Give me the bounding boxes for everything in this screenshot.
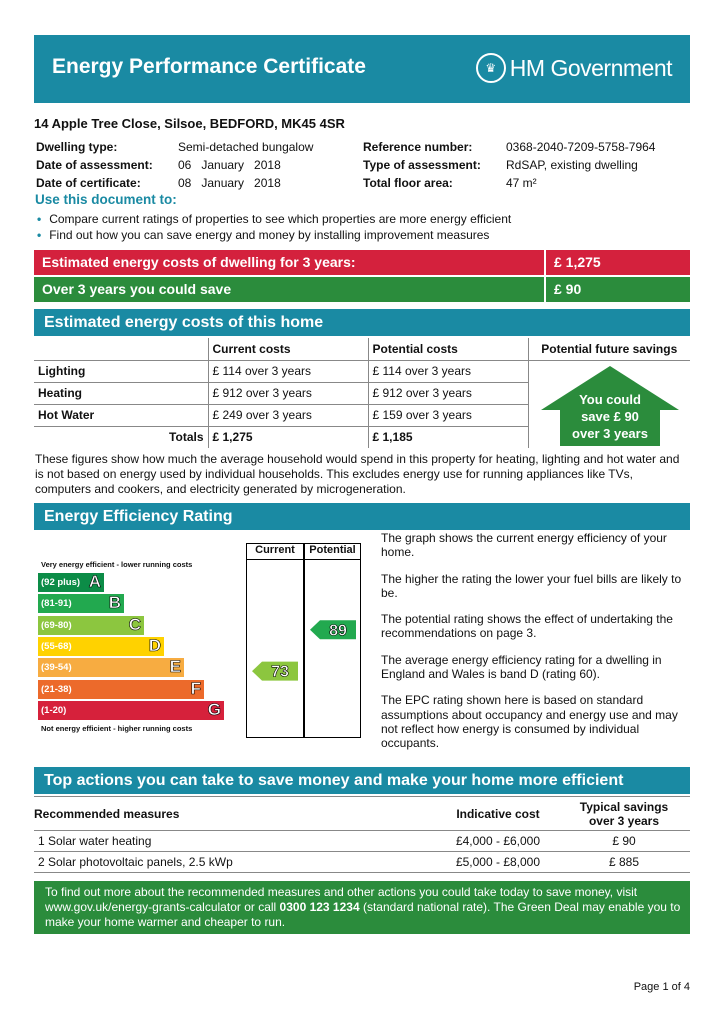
band-range: (39-54) xyxy=(41,662,72,674)
band-range: (1-20) xyxy=(41,704,67,716)
current-rating-value: 73 xyxy=(271,663,289,681)
details-left xyxy=(36,138,313,192)
bottom-caption: Not energy efficient - higher running costs xyxy=(41,724,193,733)
use-document-heading: Use this document to: xyxy=(35,192,177,207)
estimated-cost-bar: Estimated energy costs of dwelling for 3 years: £ 1,275 xyxy=(34,250,690,275)
details-right xyxy=(363,138,655,192)
band-range: (81-91) xyxy=(41,598,72,610)
band-letter: G xyxy=(207,699,221,719)
explanation-paragraph: The graph shows the current energy efficiency of your home. xyxy=(381,531,667,560)
band-letter: C xyxy=(128,614,141,634)
efficiency-section-title: Energy Efficiency Rating xyxy=(34,503,690,530)
hm-government-logo xyxy=(476,53,672,83)
property-address: 14 Apple Tree Close, Silsoe, BEDFORD, MK45 4SR xyxy=(34,116,345,131)
savings-arrow-badge xyxy=(541,366,679,446)
table-row: 1 Solar water heating £4,000 - £6,000 £ 90 xyxy=(34,831,690,852)
royal-crest-icon: ♛ xyxy=(476,53,506,83)
phone-number: 0300 123 1234 xyxy=(279,900,360,914)
reference-row: Reference number: 0368-2040-7209-5758-7964 xyxy=(363,140,656,154)
band-range: (92 plus) xyxy=(41,577,81,588)
page-number: Page 1 of 4 xyxy=(633,981,690,993)
potential-rating-value: 89 xyxy=(329,622,347,640)
savings-bar: Over 3 years you could save £ 90 xyxy=(34,277,690,302)
assessment-type-row: Type of assessment: RdSAP, existing dwelling xyxy=(363,158,638,172)
band-letter: A xyxy=(88,572,101,591)
band-letter: D xyxy=(148,635,161,655)
table-row: 2 Solar photovoltaic panels, 2.5 kWp £5,000 - £8,000 £ 885 xyxy=(34,852,690,873)
dwelling-type-row: Dwelling type: Semi-detached bungalow xyxy=(36,140,314,154)
explanation-paragraph: The higher the rating the lower your fuel bills are likely to be. xyxy=(381,571,682,600)
current-header: Current xyxy=(255,544,295,556)
band-range: (55-68) xyxy=(41,640,72,652)
totals-row: Totals £ 1,275 £ 1,185 xyxy=(34,426,690,448)
band-letter: B xyxy=(108,593,121,613)
actions-table: Recommended measures Indicative cost Typical savings over 3 years 1 Solar water heating £4,000 - £6,000 £ 90 2 Solar photovoltaic panels, 2.5 kWp £5,000 - £8,000 £ 885 xyxy=(34,796,690,873)
explanation-paragraph: The EPC rating shown here is based on standard assumptions about occupancy and energy use and may not reflect how energy is consumed by individual occupants. xyxy=(381,693,678,751)
explanation-paragraph: The potential rating shows the effect of undertaking the recommendations on page 3. xyxy=(381,612,673,641)
more-info-note: To find out more about the recommended measures and other actions you could take today to save money, visit www.gov.uk/energy-grants-calculator or call 0300 123 1234 (standard national rate). The Green Deal may enable you to make your home warmer and cheaper to run. xyxy=(34,881,690,934)
rating-pointers xyxy=(34,541,364,739)
band-letter: E xyxy=(169,657,181,677)
efficiency-rating-chart xyxy=(34,541,364,739)
top-caption: Very energy efficient - lower running costs xyxy=(41,560,193,569)
explanation-paragraph: The average energy efficiency rating for a dwelling in England and Wales is band D (rating 60). xyxy=(381,652,662,682)
efficiency-explanation xyxy=(381,531,689,763)
page-title: Energy Performance Certificate xyxy=(52,55,366,78)
savings-line: You could xyxy=(579,392,641,407)
actions-section-title: Top actions you can take to save money and make your home more efficient xyxy=(34,767,690,794)
govt-name: HM Government xyxy=(509,54,672,81)
header-bar xyxy=(34,35,690,103)
use-bullets xyxy=(37,211,511,243)
table-row: Hot Water £ 249 over 3 years £ 159 over 3 years xyxy=(34,404,690,426)
savings-line: over 3 years xyxy=(572,426,648,441)
band-range: (21-38) xyxy=(41,683,72,695)
assessment-date-row: Date of assessment: 06 January 2018 xyxy=(36,158,281,172)
table-row: Lighting £ 114 over 3 years £ 114 over 3 years xyxy=(34,360,690,382)
table-row: Heating £ 912 over 3 years £ 912 over 3 years xyxy=(34,382,690,404)
floor-area-row: Total floor area: 47 m² xyxy=(363,176,537,190)
list-item: • Find out how you can save energy and money by installing improvement measures xyxy=(37,227,511,243)
savings-line: save £ 90 xyxy=(581,409,639,424)
costs-section-title: Estimated energy costs of this home xyxy=(34,309,690,336)
certificate-date-row: Date of certificate: 08 January 2018 xyxy=(36,176,281,190)
potential-header: Potential xyxy=(309,544,356,556)
costs-note: These figures show how much the average household would spend in this property for heating, lighting and hot water and is not based on energy used by individual households. This excludes energy use for running appliances like TVs, computers and cookers, and electricity generated by microgeneration. xyxy=(35,452,680,496)
band-range: (69-80) xyxy=(41,619,72,631)
band-letter: F xyxy=(190,678,201,698)
list-item: • Compare current ratings of properties to see which properties are more energy efficient xyxy=(37,211,511,227)
costs-table: Current costs Potential costs Potential future savings Lighting £ 114 over 3 years £ 114 over 3 years Heating £ 912 over 3 years £ 912 over 3 years Hot Water £ 249 over 3 years £ 159 over 3 years Totals £ 1,275 £ 1,185 xyxy=(34,338,690,448)
